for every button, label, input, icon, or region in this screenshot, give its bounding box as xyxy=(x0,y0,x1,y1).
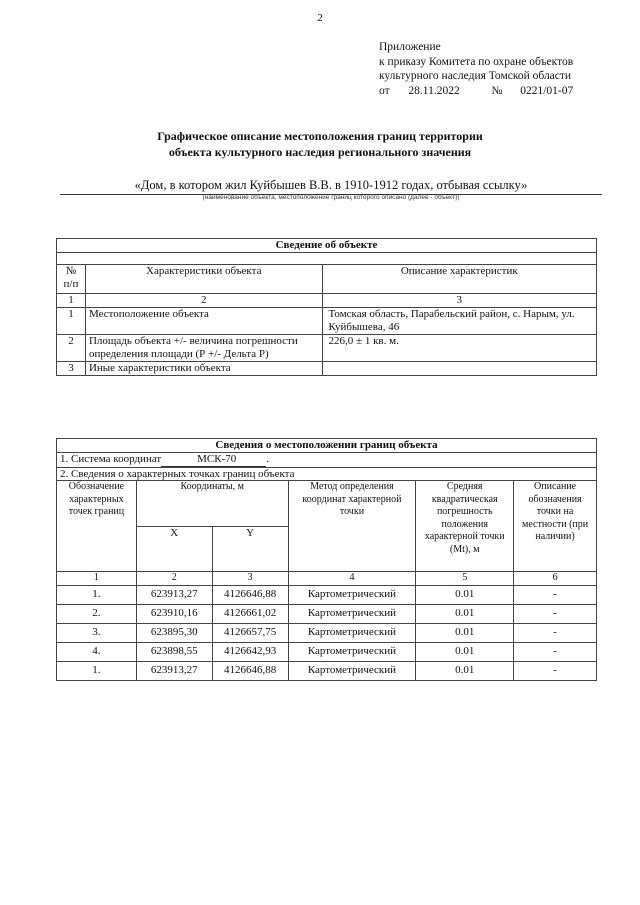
point-mt: 0.01 xyxy=(416,604,514,623)
boundary-table xyxy=(56,438,597,681)
index-cell: 2 xyxy=(85,294,322,308)
row-char: Местоположение объекта xyxy=(85,308,322,335)
index-cell: 1 xyxy=(57,294,86,308)
title-line: Графическое описание местоположения границ территории xyxy=(157,129,483,143)
point-y: 4126646,88 xyxy=(212,661,288,680)
point-desc: - xyxy=(514,661,597,680)
point-method: Картометрический xyxy=(288,604,416,623)
point-x: 623913,27 xyxy=(136,585,212,604)
point-x: 623898,55 xyxy=(136,642,212,661)
point-id: 4. xyxy=(57,642,137,661)
underline xyxy=(236,453,266,467)
table-row xyxy=(57,661,597,680)
col-x-header: X xyxy=(136,526,212,572)
spacer-row xyxy=(57,253,597,265)
point-x: 623895,30 xyxy=(136,623,212,642)
coord-system-label: 1. Система координат xyxy=(60,453,162,465)
index-cell: 6 xyxy=(514,572,597,586)
point-mt: 0.01 xyxy=(416,661,514,680)
points-heading: 2. Сведения о характерных точках границ объекта xyxy=(57,467,597,481)
object-info-table xyxy=(56,238,597,376)
point-y: 4126642,93 xyxy=(212,642,288,661)
object-name-note: (наименование объекта, местоположение границ которого описано (далее - объект)) xyxy=(202,194,460,201)
appendix-date: 28.11.2022 xyxy=(408,84,460,97)
col-desc-header: Описание обозначения точки на местности (при наличии) xyxy=(514,481,597,572)
table-row xyxy=(57,308,597,335)
row-num: 2 xyxy=(57,335,86,362)
point-mt: 0.01 xyxy=(416,623,514,642)
point-id: 2. xyxy=(57,604,137,623)
point-x: 623910,16 xyxy=(136,604,212,623)
table-row xyxy=(57,642,597,661)
row-char: Площадь объекта +/- величина погрешности определения площади (Р +/- Дельта Р) xyxy=(85,335,322,362)
point-y: 4126646,88 xyxy=(212,585,288,604)
index-cell: 3 xyxy=(212,572,288,586)
point-desc: - xyxy=(514,604,597,623)
title-line: объекта культурного наследия регионального значения xyxy=(168,144,472,159)
index-cell: 5 xyxy=(416,572,514,586)
appendix-date-line xyxy=(379,84,573,99)
point-desc: - xyxy=(514,642,597,661)
table-row xyxy=(57,604,597,623)
coord-system-row: 1. Система координат МСК-70 . xyxy=(57,453,597,468)
object-name: «Дом, в котором жил Куйбышев В.В. в 1910-1912 годах, отбывая ссылку» xyxy=(60,178,602,195)
table-row xyxy=(57,623,597,642)
point-mt: 0.01 xyxy=(416,585,514,604)
appendix-from: от xyxy=(379,84,390,97)
table-row xyxy=(57,362,597,376)
col-desc-header: Описание характеристик xyxy=(322,265,596,294)
col-coords-header: Координаты, м xyxy=(136,481,288,527)
page-number: 2 xyxy=(317,12,323,24)
row-desc: 226,0 ± 1 кв. м. xyxy=(322,335,596,362)
point-id: 1. xyxy=(57,585,137,604)
object-info-heading: Сведение об объекте xyxy=(57,239,597,253)
index-cell: 3 xyxy=(322,294,596,308)
point-mt: 0.01 xyxy=(416,642,514,661)
point-desc: - xyxy=(514,585,597,604)
boundary-heading: Сведения о местоположении границ объекта xyxy=(57,439,597,453)
point-method: Картометрический xyxy=(288,623,416,642)
row-desc xyxy=(322,362,596,376)
appendix-number: 0221/01-07 xyxy=(520,84,574,97)
appendix-block xyxy=(379,40,573,98)
appendix-num-sign: № xyxy=(491,84,503,97)
row-desc: Томская область, Парабельский район, с. Нарым, ул. Куйбышева, 46 xyxy=(322,308,596,335)
point-method: Картометрический xyxy=(288,661,416,680)
col-method-header: Метод определения координат характерной точки xyxy=(288,481,416,572)
row-num: 1 xyxy=(57,308,86,335)
coord-system-value-text: МСК-70 xyxy=(197,453,237,465)
col-point-header: Обозначение характерных точек границ xyxy=(57,481,137,572)
appendix-line: к приказу Комитета по охране объектов xyxy=(379,55,574,68)
point-y: 4126661,02 xyxy=(212,604,288,623)
row-char: Иные характеристики объекта xyxy=(85,362,322,376)
index-cell: 2 xyxy=(136,572,212,586)
table-row xyxy=(57,335,597,362)
index-cell: 1 xyxy=(57,572,137,586)
point-method: Картометрический xyxy=(288,585,416,604)
row-num: 3 xyxy=(57,362,86,376)
point-method: Картометрический xyxy=(288,642,416,661)
appendix-line: культурного наследия Томской области xyxy=(379,70,572,82)
col-error-header: Средняя квадратическая погрешность положения характерной точки (Mt), м xyxy=(416,481,514,572)
col-y-header: Y xyxy=(212,526,288,572)
point-id: 3. xyxy=(57,623,137,642)
document-title xyxy=(0,129,640,160)
col-num-header: № п/п xyxy=(57,265,86,294)
col-char-header: Характеристики объекта xyxy=(85,265,322,294)
point-desc: - xyxy=(514,623,597,642)
point-x: 623913,27 xyxy=(136,661,212,680)
point-y: 4126657,75 xyxy=(212,623,288,642)
index-cell: 4 xyxy=(288,572,416,586)
coord-system-value xyxy=(161,453,236,467)
table-row xyxy=(57,585,597,604)
point-id: 1. xyxy=(57,661,137,680)
appendix-line: Приложение xyxy=(379,41,441,53)
